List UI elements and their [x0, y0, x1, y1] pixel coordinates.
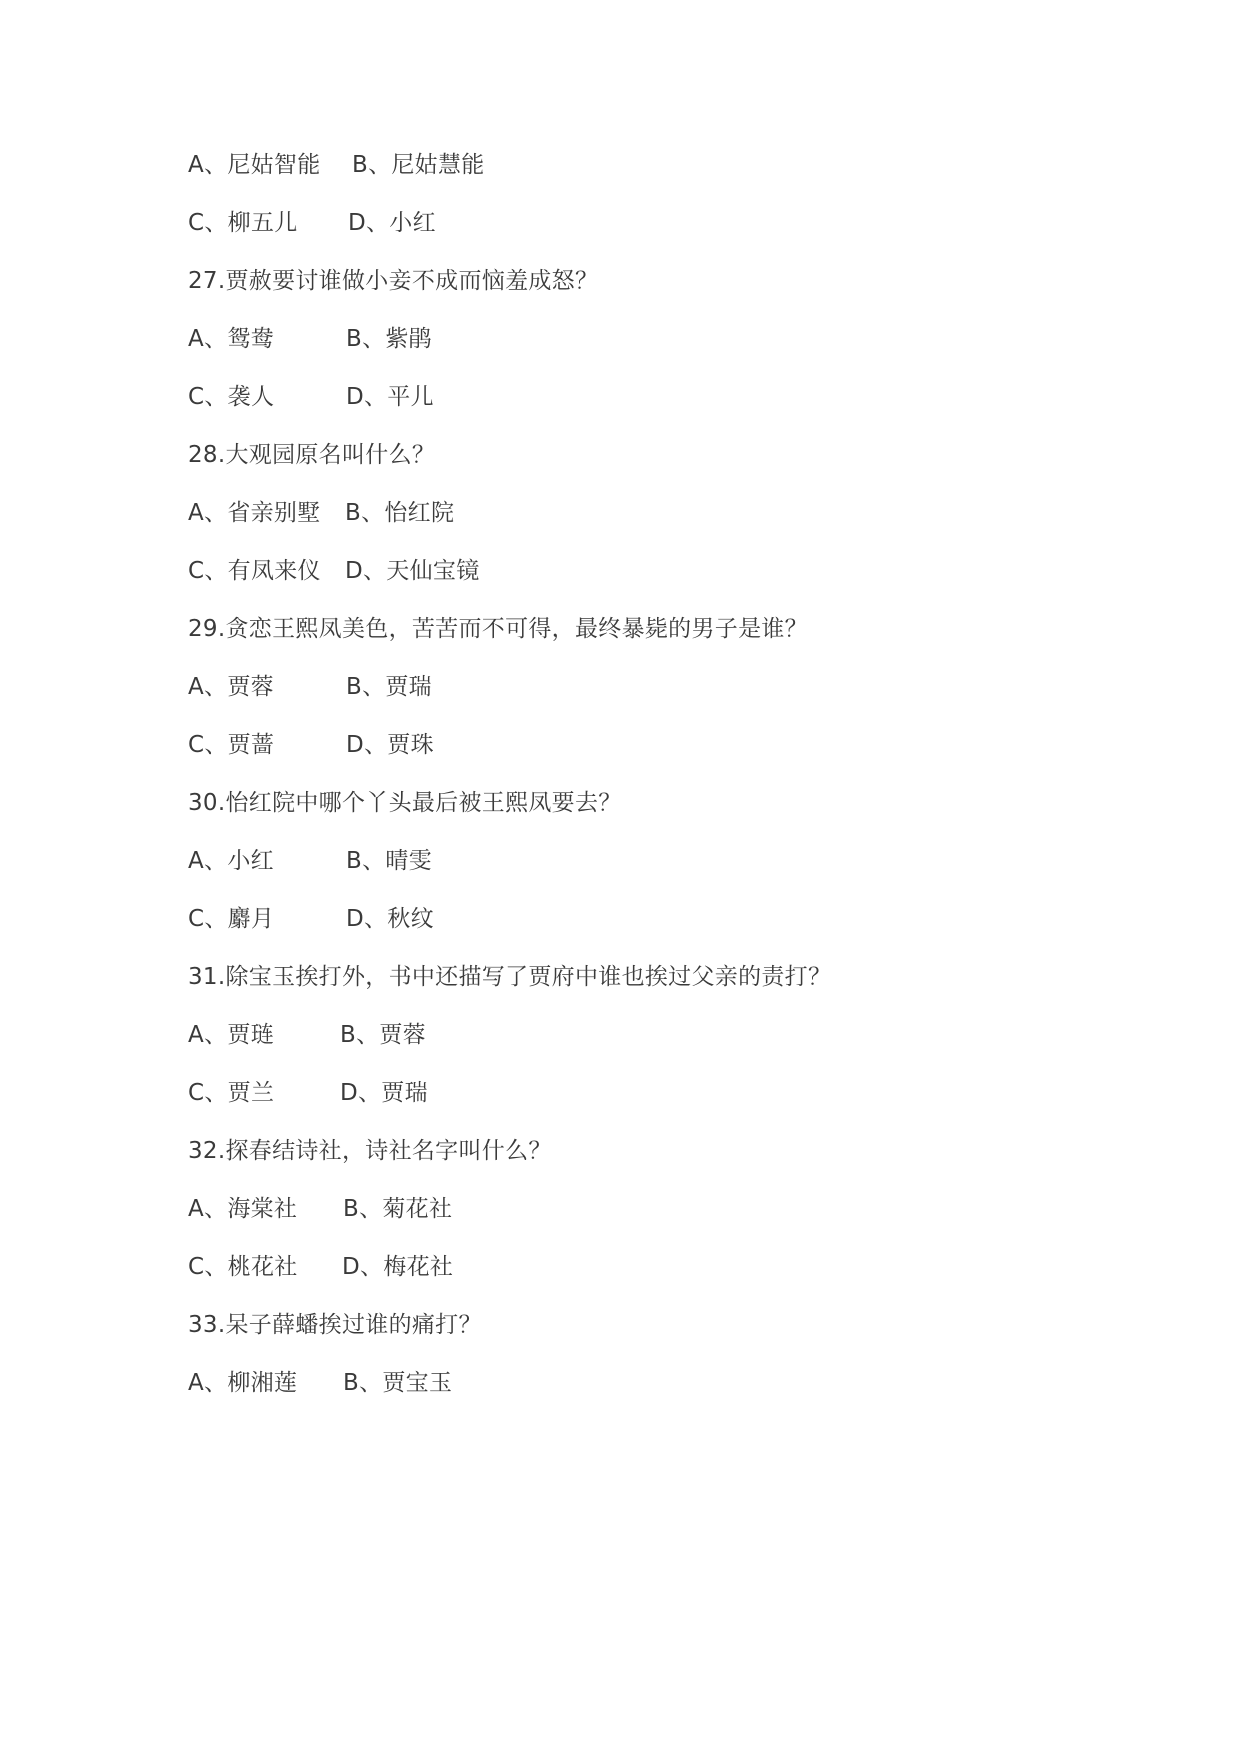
option-a: A、鸳鸯	[188, 326, 274, 352]
option-a: A、贾琏	[188, 1022, 274, 1048]
option-b: B、贾蓉	[340, 1022, 426, 1048]
question-28: 28.大观园原名叫什么？	[188, 442, 436, 468]
option-row	[188, 1078, 428, 1108]
option-row	[188, 1194, 453, 1224]
option-a: A、贾蓉	[188, 674, 274, 700]
question-27: 27.贾赦要讨谁做小妾不成而恼羞成怒？	[188, 268, 599, 294]
option-d: D、天仙宝镜	[345, 558, 480, 584]
option-row	[188, 150, 485, 180]
question-33: 33.呆子薛蟠挨过谁的痛打？	[188, 1312, 482, 1338]
option-c: C、有凤来仪	[188, 558, 321, 584]
option-b: B、尼姑慧能	[352, 152, 485, 178]
option-c: C、麝月	[188, 906, 275, 932]
option-row	[188, 904, 434, 934]
option-b: B、贾宝玉	[343, 1370, 453, 1396]
option-a: A、小红	[188, 848, 274, 874]
option-b: B、晴雯	[346, 848, 432, 874]
option-row	[188, 1368, 453, 1398]
option-row	[188, 1020, 426, 1050]
option-c: C、柳五儿	[188, 210, 298, 236]
option-b: B、贾瑞	[346, 674, 432, 700]
option-a: A、尼姑智能	[188, 152, 321, 178]
option-d: D、贾瑞	[340, 1080, 428, 1106]
option-row	[188, 1252, 454, 1282]
question-30: 30.怡红院中哪个丫头最后被王熙凤要去？	[188, 790, 622, 816]
option-d: D、秋纹	[346, 906, 434, 932]
option-b: B、怡红院	[345, 500, 455, 526]
option-row	[188, 556, 480, 586]
option-b: B、菊花社	[343, 1196, 453, 1222]
option-row	[188, 498, 455, 528]
question-31: 31.除宝玉挨打外，书中还描写了贾府中谁也挨过父亲的责打？	[188, 964, 832, 990]
option-c: C、袭人	[188, 384, 275, 410]
option-b: B、紫鹃	[346, 326, 432, 352]
option-row	[188, 382, 434, 412]
option-c: C、贾兰	[188, 1080, 275, 1106]
option-d: D、贾珠	[346, 732, 434, 758]
question-29: 29.贪恋王熙凤美色，苦苦而不可得，最终暴毙的男子是谁？	[188, 616, 808, 642]
option-d: D、平儿	[346, 384, 434, 410]
option-row	[188, 846, 432, 876]
option-a: A、柳湘莲	[188, 1370, 298, 1396]
option-row	[188, 730, 434, 760]
option-d: D、梅花社	[342, 1254, 454, 1280]
question-32: 32.探春结诗社，诗社名字叫什么？	[188, 1138, 552, 1164]
option-d: D、小红	[348, 210, 436, 236]
option-c: C、贾蔷	[188, 732, 275, 758]
option-row	[188, 672, 432, 702]
option-row	[188, 208, 436, 238]
option-a: A、省亲别墅	[188, 500, 321, 526]
option-a: A、海棠社	[188, 1196, 298, 1222]
option-c: C、桃花社	[188, 1254, 298, 1280]
option-row	[188, 324, 432, 354]
